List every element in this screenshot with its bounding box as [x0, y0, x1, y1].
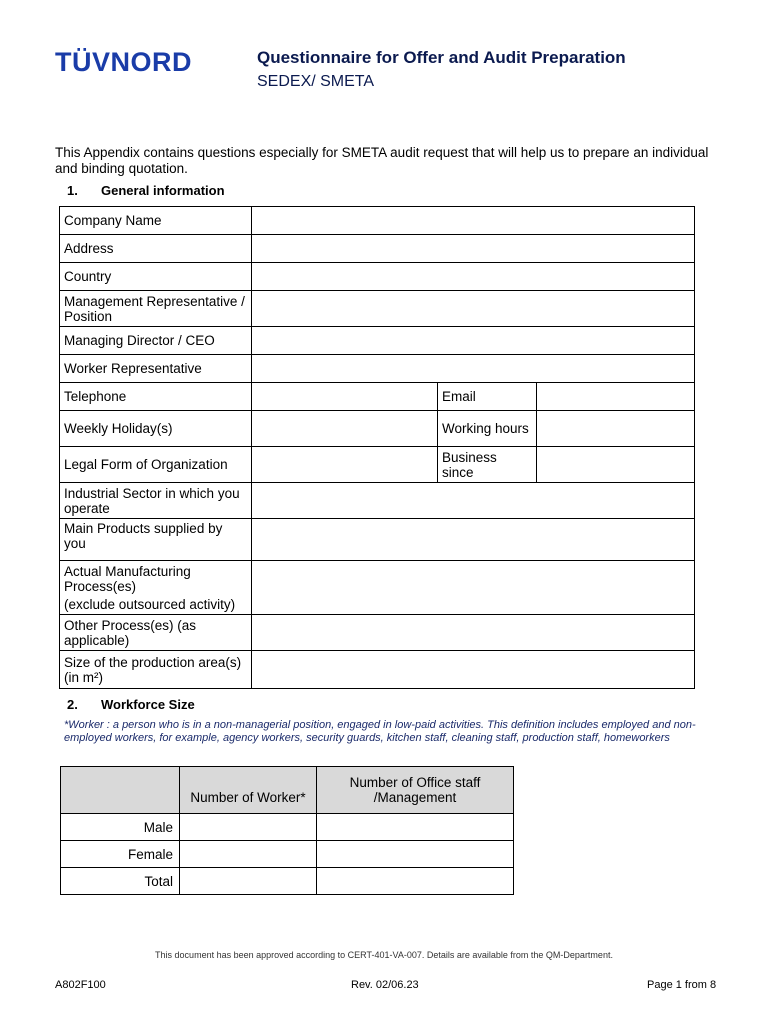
section-title: General information	[101, 183, 225, 198]
table-row	[61, 814, 514, 841]
other-processes-label: Other Process(es) (as applicable)	[60, 615, 252, 651]
number-of-office-staff-header: Number of Office staff /Management	[317, 767, 514, 814]
telephone-field[interactable]	[252, 383, 438, 411]
telephone-label: Telephone	[60, 383, 252, 411]
manufacturing-process-label-line1: Actual Manufacturing Process(es)	[64, 563, 191, 594]
number-of-workers-header: Number of Worker*	[180, 767, 317, 814]
total-workers-field[interactable]	[180, 868, 317, 895]
male-workers-field[interactable]	[180, 814, 317, 841]
table-row	[60, 383, 695, 411]
table-row	[60, 355, 695, 383]
section-general-heading	[67, 183, 225, 198]
approval-note: This document has been approved according to CERT-401-VA-007. Details are available from the QM-Department.	[155, 950, 613, 960]
industrial-sector-label: Industrial Sector in which you operate	[60, 483, 252, 519]
table-row	[61, 868, 514, 895]
business-since-field[interactable]	[537, 447, 695, 483]
table-row	[60, 411, 695, 447]
country-field[interactable]	[252, 263, 695, 291]
table-row	[60, 207, 695, 235]
working-hours-field[interactable]	[537, 411, 695, 447]
table-row	[60, 263, 695, 291]
working-hours-label: Working hours	[438, 411, 537, 447]
male-office-field[interactable]	[317, 814, 514, 841]
email-label: Email	[438, 383, 537, 411]
female-office-field[interactable]	[317, 841, 514, 868]
production-area-label: Size of the production area(s) (in m²)	[60, 651, 252, 689]
manufacturing-process-label-line2: (exclude outsourced activity)	[64, 596, 236, 612]
male-label: Male	[61, 814, 180, 841]
main-products-field[interactable]	[252, 519, 695, 561]
company-name-field[interactable]	[252, 207, 695, 235]
table-row	[60, 561, 695, 615]
total-office-field[interactable]	[317, 868, 514, 895]
workforce-table	[60, 766, 514, 895]
table-header-row	[61, 767, 514, 814]
company-name-label: Company Name	[60, 207, 252, 235]
worker-representative-field[interactable]	[252, 355, 695, 383]
general-information-table	[59, 206, 695, 689]
worker-representative-label: Worker Representative	[60, 355, 252, 383]
main-products-label: Main Products supplied by you	[60, 519, 252, 561]
weekly-holidays-field[interactable]	[252, 411, 438, 447]
country-label: Country	[60, 263, 252, 291]
revision: Rev. 02/06.23	[351, 979, 419, 991]
total-label: Total	[61, 868, 180, 895]
production-area-field[interactable]	[252, 651, 695, 689]
document-id: A802F100	[55, 979, 106, 991]
worker-definition-footnote: *Worker : a person who is in a non-managerial position, engaged in low-paid activities. This definition includes employed and non-employed workers, for example, agency workers, security guards, kitchen staff, cleaning staff, production staff, homeworkers	[64, 719, 696, 744]
table-row	[60, 235, 695, 263]
address-label: Address	[60, 235, 252, 263]
industrial-sector-field[interactable]	[252, 483, 695, 519]
female-workers-field[interactable]	[180, 841, 317, 868]
empty-header-cell	[61, 767, 180, 814]
table-row	[60, 447, 695, 483]
tuv-nord-logo: TÜVNORD	[55, 47, 192, 77]
table-row	[60, 327, 695, 355]
managing-director-label: Managing Director / CEO	[60, 327, 252, 355]
table-row	[61, 841, 514, 868]
page-subtitle: SEDEX/ SMETA	[257, 73, 375, 90]
table-row	[60, 651, 695, 689]
section-number: 2.	[67, 697, 78, 712]
female-label: Female	[61, 841, 180, 868]
email-field[interactable]	[537, 383, 695, 411]
other-processes-field[interactable]	[252, 615, 695, 651]
address-field[interactable]	[252, 235, 695, 263]
table-row	[60, 483, 695, 519]
table-row	[60, 615, 695, 651]
business-since-label: Business since	[438, 447, 537, 483]
legal-form-label: Legal Form of Organization	[60, 447, 252, 483]
table-row	[60, 519, 695, 561]
section-number: 1.	[67, 183, 78, 198]
weekly-holidays-label: Weekly Holiday(s)	[60, 411, 252, 447]
section-title: Workforce Size	[101, 697, 195, 712]
legal-form-field[interactable]	[252, 447, 438, 483]
manufacturing-process-label	[60, 561, 252, 615]
manufacturing-process-field[interactable]	[252, 561, 695, 615]
management-representative-field[interactable]	[252, 291, 695, 327]
managing-director-field[interactable]	[252, 327, 695, 355]
section-workforce-heading	[67, 697, 195, 712]
page-title: Questionnaire for Offer and Audit Preparation	[257, 48, 626, 67]
table-row	[60, 291, 695, 327]
management-representative-label: Management Representative / Position	[60, 291, 252, 327]
intro-text: This Appendix contains questions especially for SMETA audit request that will help us to prepare an individual and binding quotation.	[55, 145, 709, 176]
page-number: Page 1 from 8	[647, 979, 717, 991]
